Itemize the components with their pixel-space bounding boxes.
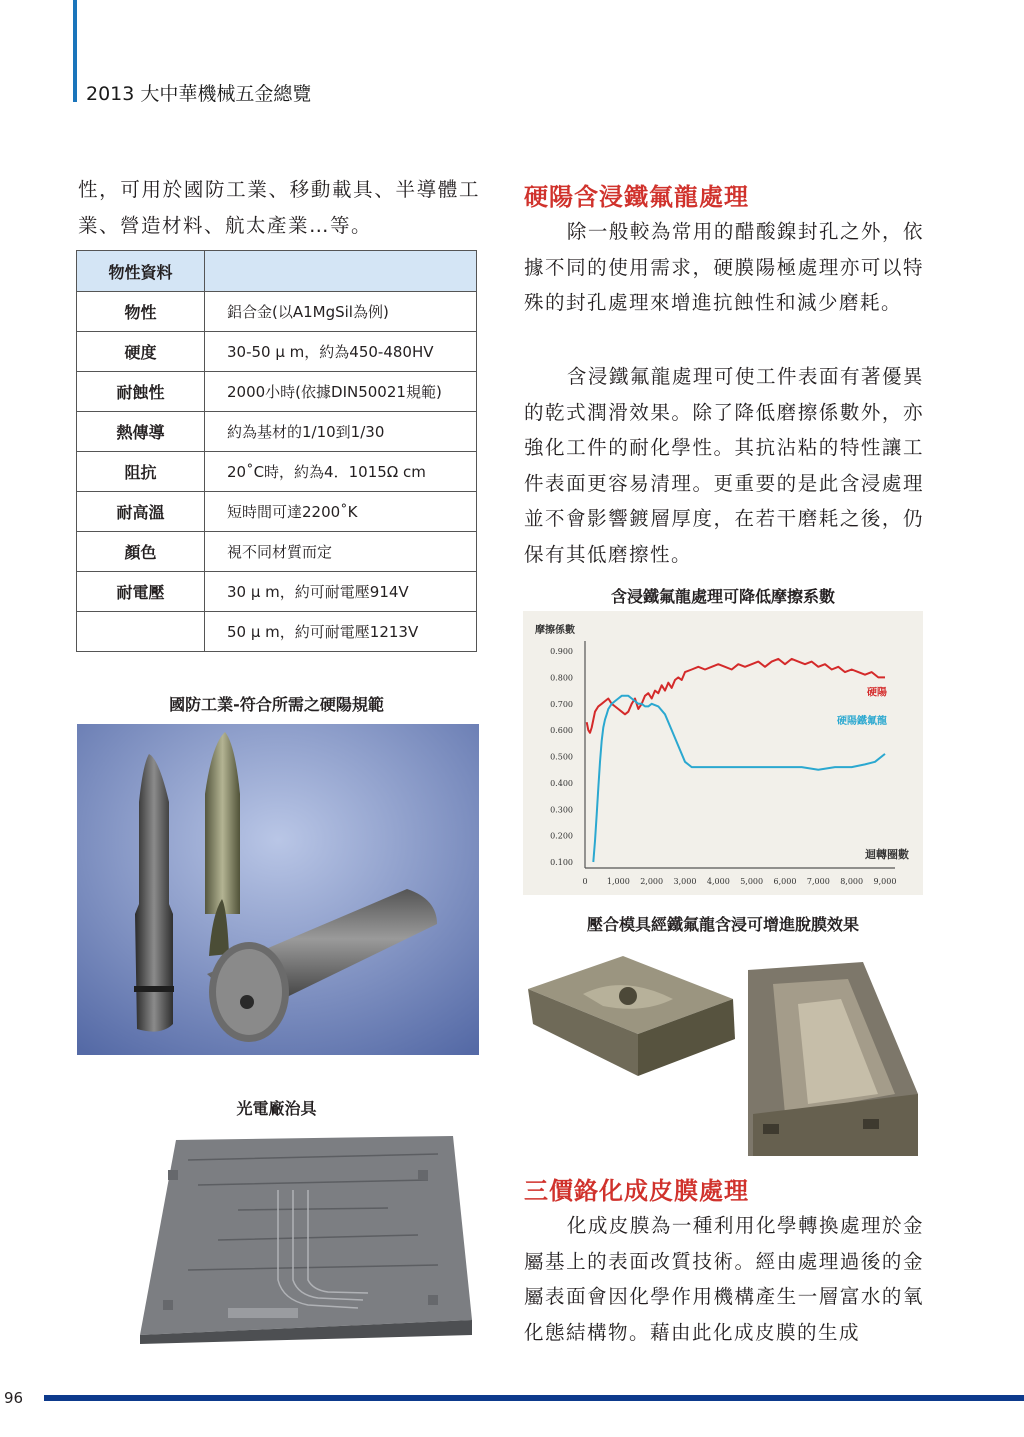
- x-tick-label: 1,000: [606, 877, 630, 886]
- x-tick-label: 9,000: [873, 877, 897, 886]
- y-tick-label: 0.400: [550, 778, 573, 788]
- intro-paragraph: 性，可用於國防工業、移動載具、半導體工業、營造材料、航太產業…等。: [78, 178, 480, 237]
- x-tick-label: 3,000: [673, 877, 697, 886]
- page-number: 96: [4, 1389, 24, 1407]
- x-tick-label: 2,000: [640, 877, 664, 886]
- x-tick-label: 7,000: [806, 877, 830, 886]
- table-header-cell: [205, 251, 477, 292]
- friction-chart-svg: [523, 611, 923, 895]
- x-axis-label: 迴轉圈數: [865, 848, 909, 861]
- chromium-paragraph-1: 化成皮膜為一種利用化學轉換處理於金屬基上的表面改質技術。經由處理過後的金屬表面會因化學作用機構產生一層富水的氧化態結構物。藉由此化成皮膜的生成: [524, 1214, 924, 1344]
- property-name: 顏色: [77, 532, 205, 572]
- property-value: 30 μ m，約可耐電壓914V: [205, 572, 477, 612]
- caption-mold: 壓合模具經鐵氟龍含浸可增進脫膜效果: [586, 915, 859, 934]
- y-tick-label: 0.500: [550, 752, 573, 762]
- series-label-1: 硬陽: [867, 687, 887, 699]
- section-title-chromium: 三價鉻化成皮膜處理: [524, 1177, 749, 1205]
- series-label-2: 硬陽鐵氟龍: [837, 715, 887, 727]
- y-tick-label: 0.600: [550, 726, 573, 736]
- y-axis-label: 摩擦係數: [535, 625, 575, 636]
- running-header: 2013 大中華機械五金總覽: [86, 83, 312, 105]
- mold-photo: [523, 944, 923, 1159]
- property-value: 視不同材質而定: [205, 532, 477, 572]
- section-title-teflon: 硬陽含浸鐵氟龍處理: [524, 183, 749, 211]
- y-tick-label: 0.100: [550, 858, 573, 867]
- table-header-row: [77, 251, 477, 292]
- optical-fixture-photo: [128, 1130, 476, 1350]
- table-row: [77, 572, 477, 612]
- caption-defense: 國防工業-符合所需之硬陽規範: [169, 695, 384, 714]
- x-tick-label: 6,000: [773, 877, 797, 886]
- teflon-paragraph-2: 含浸鐵氟龍處理可使工件表面有著優異的乾式潤滑效果。除了降低磨擦係數外，亦強化工件的耐化學性。其抗沾粘的特性讓工件表面更容易清理。更重要的是此含浸處理並不會影響鍍層厚度，在若干磨耗之後，仍保有其低磨擦性。: [524, 365, 924, 566]
- x-tick-label: 8,000: [840, 877, 864, 886]
- y-tick-label: 0.300: [550, 805, 573, 815]
- table-row: [77, 372, 477, 412]
- y-tick-label: 0.800: [550, 673, 573, 683]
- y-tick-label: 0.200: [550, 831, 573, 841]
- footer-rule: [44, 1395, 1024, 1401]
- property-name: 阻抗: [77, 452, 205, 492]
- x-tick-label: 4,000: [706, 877, 730, 886]
- y-tick-label: 0.900: [550, 647, 573, 656]
- table-row: [77, 452, 477, 492]
- x-tick-label: 0: [582, 877, 588, 886]
- x-tick-label: 5,000: [740, 877, 764, 886]
- property-value: 2000小時(依據DIN50021規範): [205, 372, 477, 412]
- y-tick-label: 0.700: [550, 699, 573, 709]
- property-name: 熱傳導: [77, 412, 205, 452]
- property-value: 約為基材的1/10到1/30: [205, 412, 477, 452]
- teflon-paragraph-1: 除一般較為常用的醋酸鎳封孔之外，依據不同的使用需求，硬膜陽極處理亦可以特殊的封孔處理來增進抗蝕性和減少磨耗。: [524, 220, 924, 314]
- table-row: [77, 532, 477, 572]
- property-name: 耐高溫: [77, 492, 205, 532]
- property-name: [77, 612, 205, 652]
- header-accent-bar: [73, 0, 77, 102]
- properties-table: [76, 250, 477, 652]
- property-value: 50 μ m，約可耐電壓1213V: [205, 612, 477, 652]
- table-header-cell: 物性資料: [77, 251, 205, 292]
- caption-optical: 光電廠治具: [236, 1099, 317, 1118]
- property-name: 物性: [77, 292, 205, 332]
- property-name: 硬度: [77, 332, 205, 372]
- table-row: [77, 412, 477, 452]
- property-value: 鋁合金(以A1MgSil為例): [205, 292, 477, 332]
- table-row: [77, 332, 477, 372]
- property-value: 20˚C時，約為4．1015Ω cm: [205, 452, 477, 492]
- property-name: 耐蝕性: [77, 372, 205, 412]
- caption-chart: 含浸鐵氟龍處理可降低摩擦系數: [610, 587, 835, 606]
- table-row: [77, 292, 477, 332]
- property-value: 30-50 μ m，約為450-480HV: [205, 332, 477, 372]
- friction-chart: [523, 611, 923, 895]
- property-name: 耐電壓: [77, 572, 205, 612]
- table-row: [77, 612, 477, 652]
- defense-photo: [77, 724, 479, 1055]
- table-row: [77, 492, 477, 532]
- property-value: 短時間可達2200˚K: [205, 492, 477, 532]
